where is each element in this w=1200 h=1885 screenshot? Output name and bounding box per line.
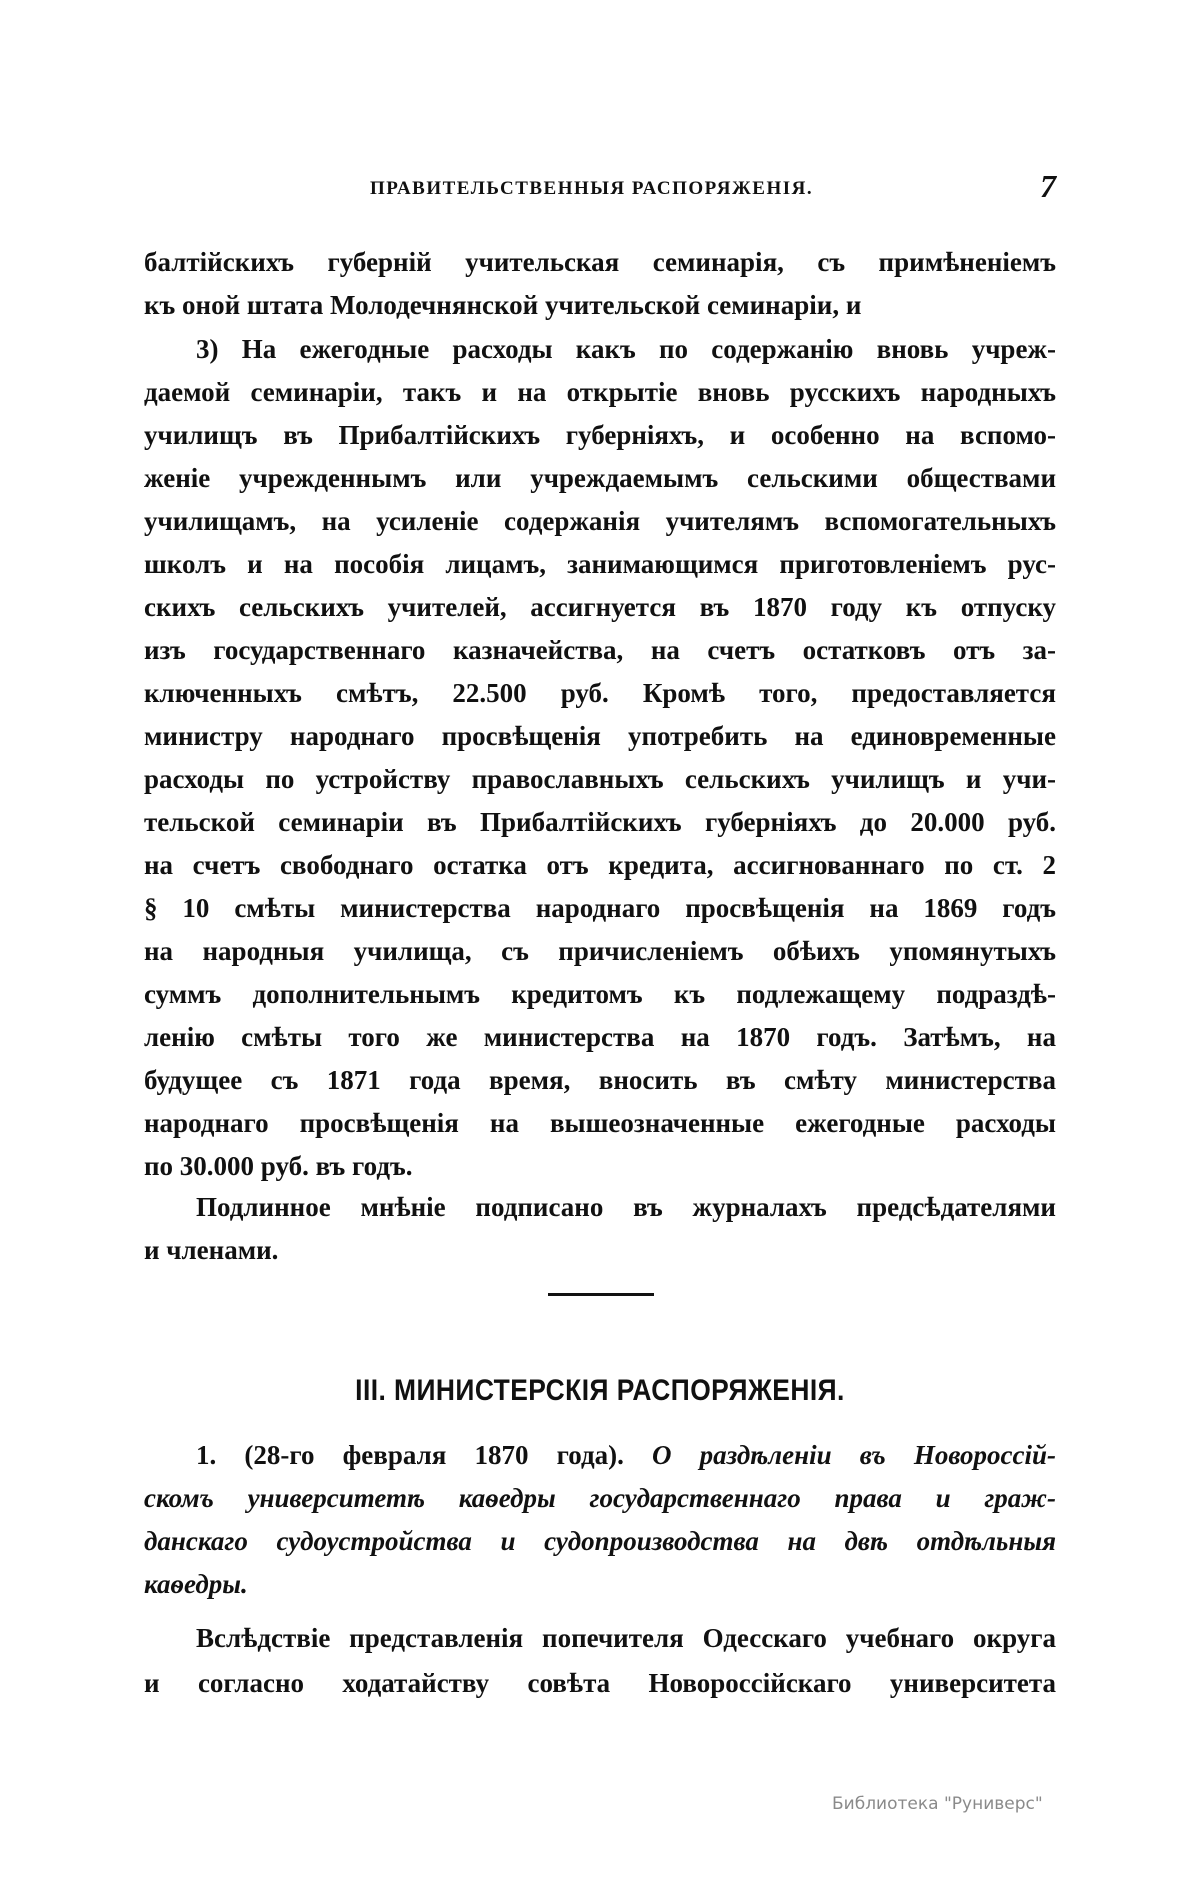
text-line: къ оной штата Молодечнянской учительской семинаріи, и [144, 290, 862, 320]
text-line: каѳедры. [144, 1569, 248, 1599]
text-line: Подлинное мнѣніе подписано въ журналахъ предсѣдателями [196, 1192, 1056, 1222]
library-watermark: Библиотека "Руниверс" [832, 1794, 1043, 1814]
text-line: женіе учрежденнымъ или учреждаемымъ сельскими обществами [144, 463, 1056, 493]
running-header: ПРАВИТЕЛЬСТВЕННЫЯ РАСПОРЯЖЕНІЯ. [370, 178, 814, 199]
item-date: 1. (28-го февраля 1870 года). [196, 1440, 624, 1470]
text-line [196, 1439, 1056, 1471]
text-line: даемой семинаріи, такъ и на открытіе вновь русскихъ народныхъ [144, 377, 1056, 407]
text-line: данскаго судоустройства и судопроизводства на двѣ отдѣльныя [144, 1526, 1056, 1556]
text-line: суммъ дополнительнымъ кредитомъ къ подлежащему подраздѣ- [144, 979, 1056, 1009]
text-line: расходы по устройству православныхъ сельскихъ училищъ и учи- [144, 764, 1056, 794]
text-line: балтійскихъ губерній учительская семинарія, съ примѣненіемъ [144, 247, 1056, 277]
text-line: скихъ сельскихъ учителей, ассигнуется въ 1870 году къ отпуску [144, 592, 1056, 622]
text-line: § 10 смѣты министерства народнаго просвѣщенія на 1869 годъ [144, 893, 1056, 923]
section-heading: III. МИНИСТЕРСКІЯ РАСПОРЯЖЕНІЯ. [355, 1374, 845, 1407]
text-line: 3) На ежегодные расходы какъ по содержанію вновь учреж- [196, 334, 1056, 364]
text-line: Вслѣдствіе представленія попечителя Одесскаго учебнаго округа [196, 1623, 1056, 1653]
text-line: училищъ въ Прибалтійскихъ губерніяхъ, и особенно на вспомо- [144, 420, 1056, 450]
item-title: О раздѣленіи въ Новороссій- [652, 1440, 1057, 1470]
text-line: школъ и на пособія лицамъ, занимающимся приготовленіемъ рус- [144, 549, 1056, 579]
text-line: изъ государственнаго казначейства, на счетъ остатковъ отъ за- [144, 635, 1056, 665]
text-line: тельской семинаріи въ Прибалтійскихъ губерніяхъ до 20.000 руб. [144, 807, 1056, 837]
text-line: ключенныхъ смѣтъ, 22.500 руб. Кромѣ того, предоставляется [144, 678, 1056, 708]
text-line: министру народнаго просвѣщенія употребить на единовременные [144, 721, 1056, 751]
page-number: 7 [1040, 168, 1056, 204]
text-line: на счетъ свободнаго остатка отъ кредита, ассигнованнаго по ст. 2 [144, 850, 1056, 880]
text-line: на народныя училища, съ причисленіемъ обѣихъ упомянутыхъ [144, 936, 1056, 966]
text-line: и членами. [144, 1235, 279, 1265]
text-line: училищамъ, на усиленіе содержанія учителямъ вспомогательныхъ [144, 506, 1056, 536]
text-line: по 30.000 руб. въ годъ. [144, 1151, 413, 1181]
text-line: скомъ университетѣ каѳедры государственнаго права и граж- [144, 1483, 1056, 1513]
text-line: и согласно ходатайству совѣта Новороссійскаго университета [144, 1668, 1056, 1698]
section-divider [548, 1293, 654, 1296]
text-line: будущее съ 1871 года время, вносить въ смѣту министерства [144, 1065, 1056, 1095]
text-line: ленію смѣты того же министерства на 1870 годъ. Затѣмъ, на [144, 1022, 1056, 1052]
text-line: народнаго просвѣщенія на вышеозначенные ежегодные расходы [144, 1108, 1056, 1138]
